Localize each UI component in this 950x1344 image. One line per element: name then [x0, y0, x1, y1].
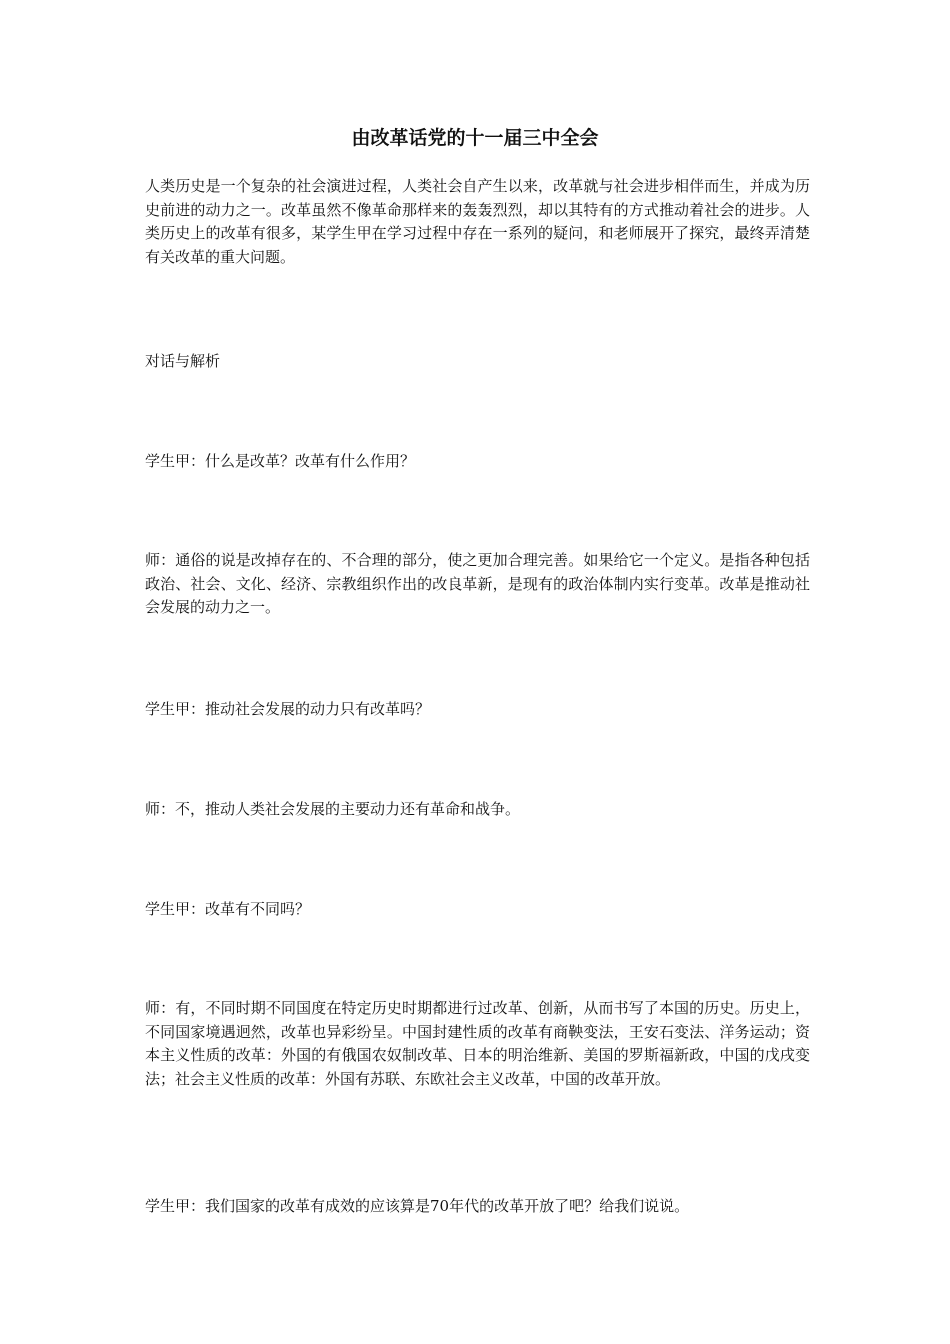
section-heading: 对话与解析 [145, 352, 221, 370]
dialogue-teacher-answer-3: 师：有，不同时期不同国度在特定历史时期都进行过改革、创新，从而书写了本国的历史。历史上，不同国家境遇迥然，改革也异彩纷呈。中国封建性质的改革有商鞅变法，王安石变法、洋务运动；资本主义性质的改革：外国的有俄国农奴制改革、日本的明治维新、美国的罗斯福新政，中国的戊戌变法；社会主义性质的改革：外国有苏联、东欧社会主义改革，中国的改革开放。 [145, 999, 810, 1088]
dialogue-student-question-1: 学生甲：什么是改革？改革有什么作用？ [145, 452, 416, 470]
intro-paragraph: 人类历史是一个复杂的社会演进过程，人类社会自产生以来，改革就与社会进步相伴而生，并成为历史前进的动力之一。改革虽然不像革命那样来的轰轰烈烈，却以其特有的方式推动着社会的进步。人类历史上的改革有很多，某学生甲在学习过程中存在一系列的疑问，和老师展开了探究，最终弄清楚有关改革的重大问题。 [145, 177, 810, 266]
dialogue-teacher-answer-1: 师：通俗的说是改掉存在的、不合理的部分，使之更加合理完善。如果给它一个定义。是指各种包括政治、社会、文化、经济、宗教组织作出的改良革新，是现有的政治体制内实行变革。改革是推动社会发展的动力之一。 [145, 551, 810, 616]
dialogue-student-question-4: 学生甲：我们国家的改革有成效的应该算是70年代的改革开放了吧？给我们说说。 [145, 1197, 690, 1215]
dialogue-student-question-3: 学生甲：改革有不同吗？ [145, 900, 311, 918]
dialogue-student-question-2: 学生甲：推动社会发展的动力只有改革吗？ [145, 700, 431, 718]
document-title: 由改革话党的十一届三中全会 [351, 127, 599, 149]
dialogue-teacher-answer-2: 师：不，推动人类社会发展的主要动力还有革命和战争。 [145, 800, 521, 818]
